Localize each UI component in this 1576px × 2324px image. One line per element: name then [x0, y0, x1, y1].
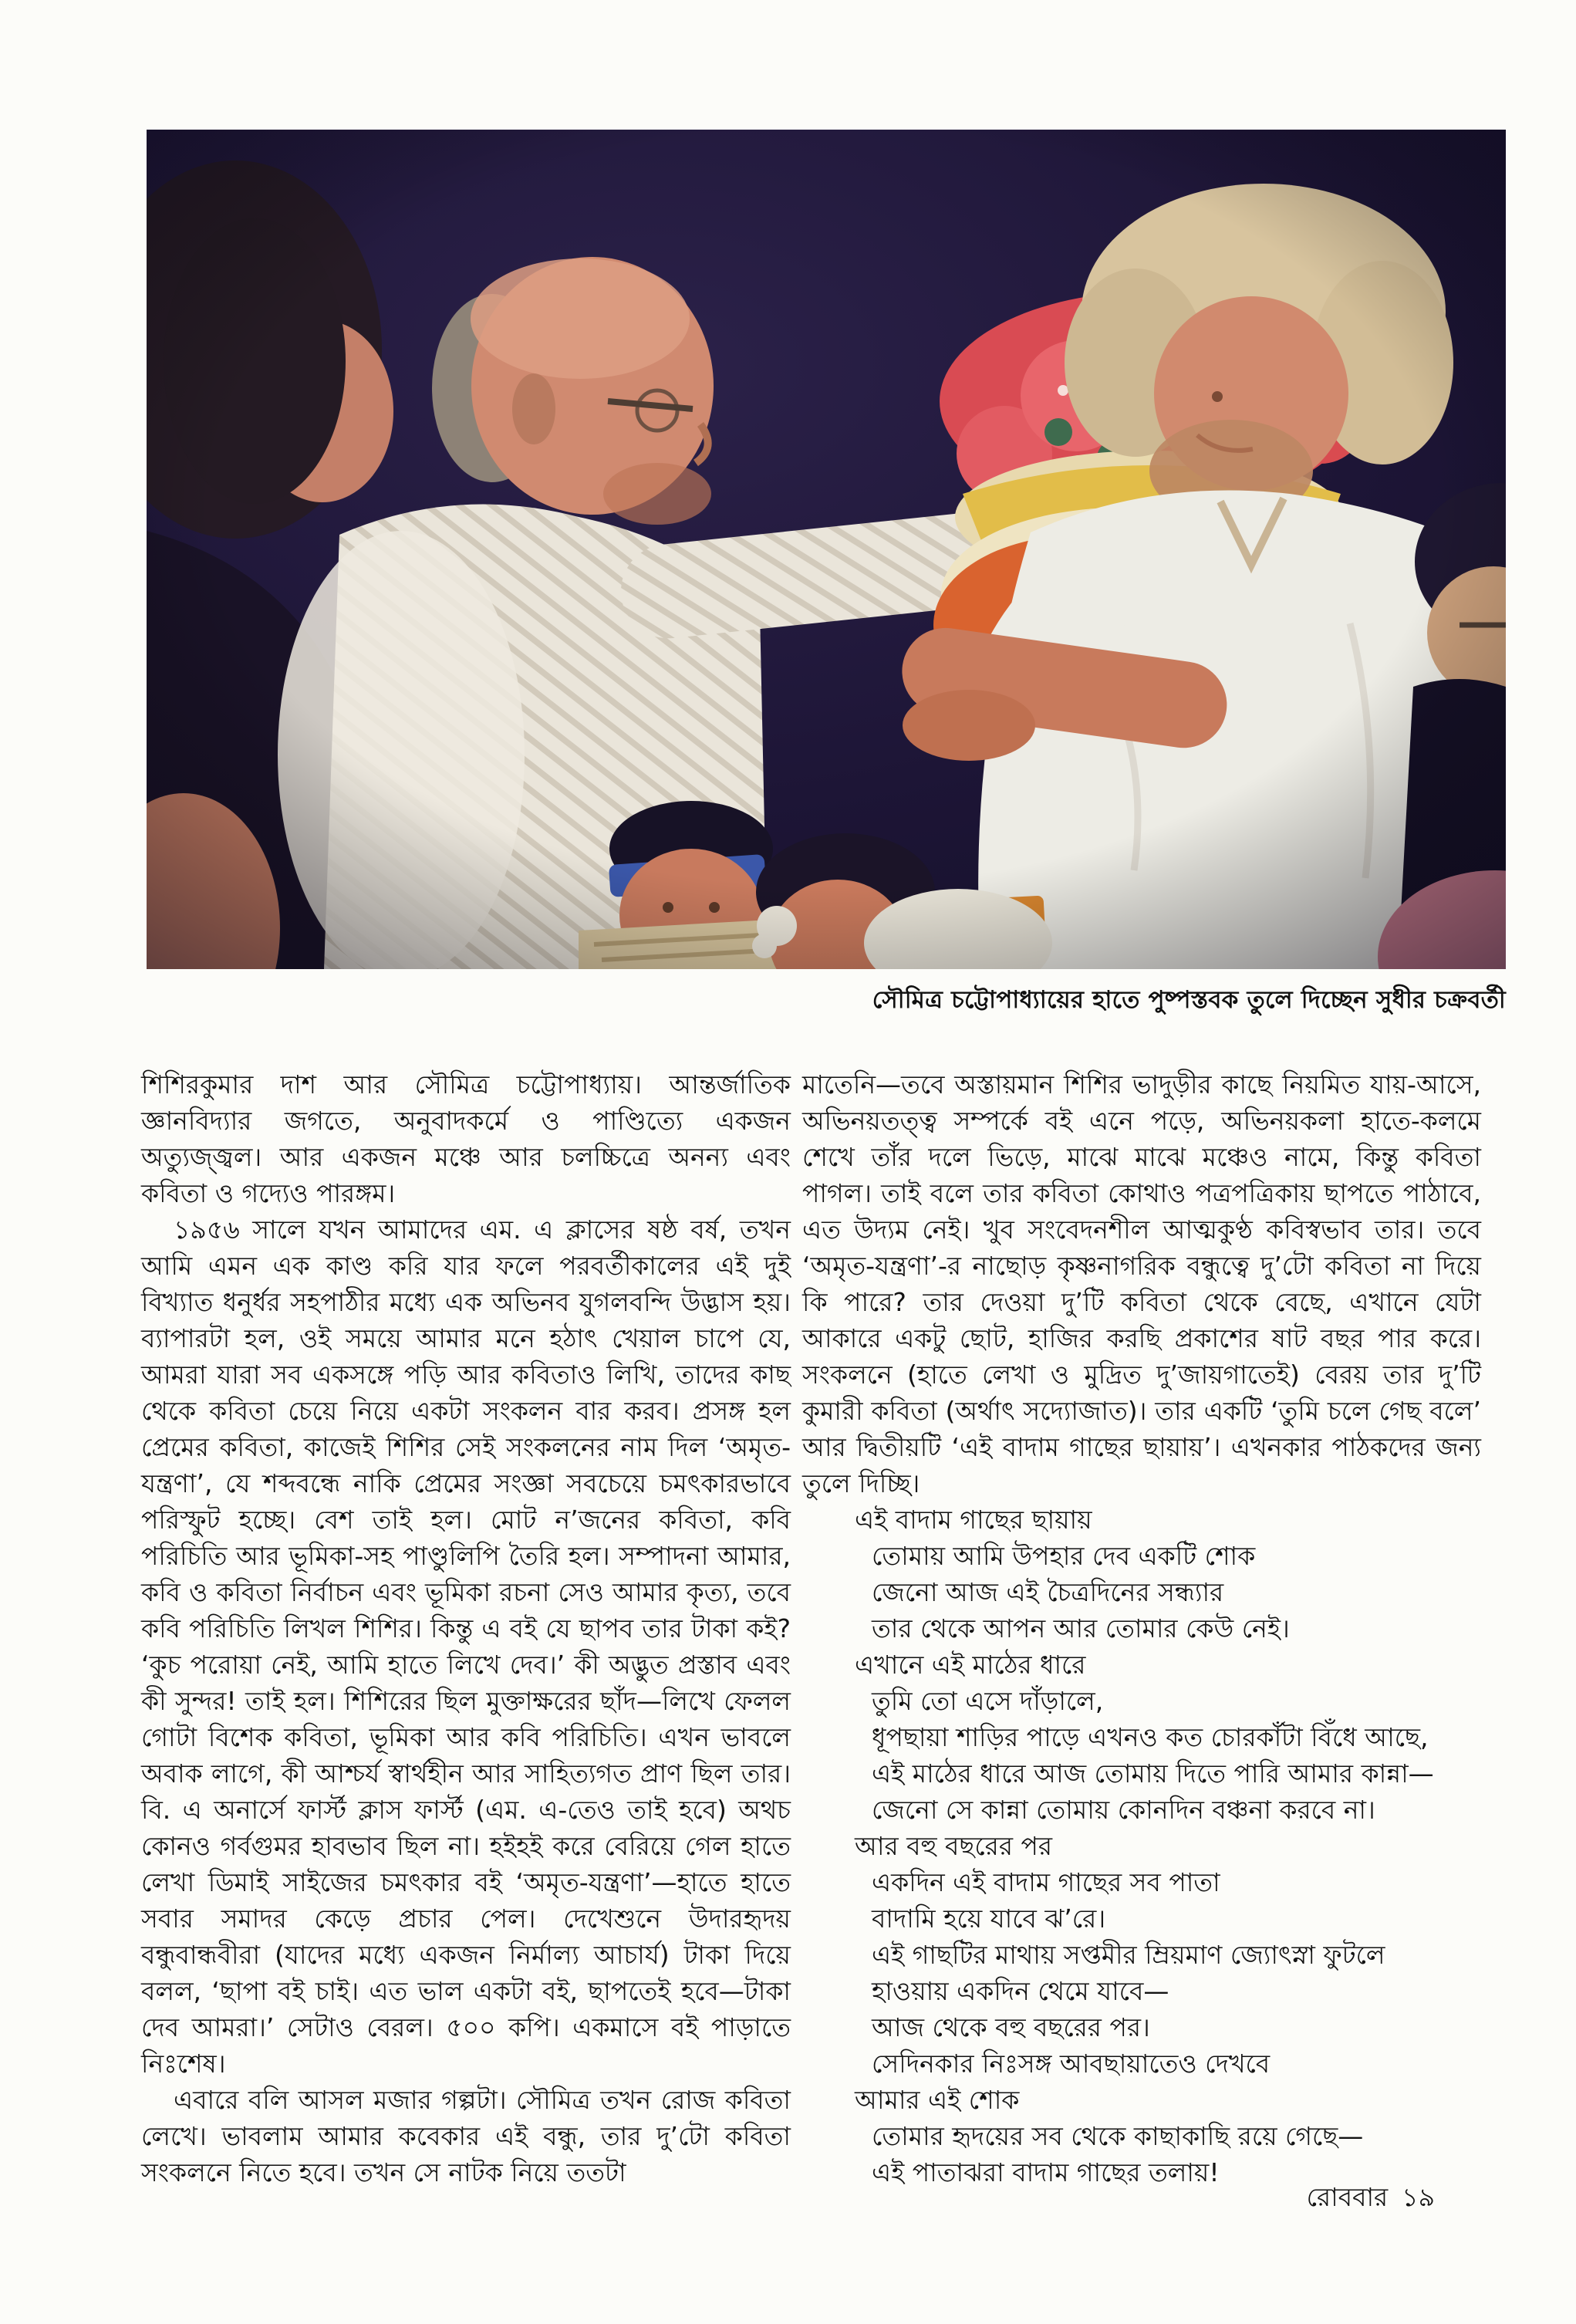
poem-line: এই পাতাঝরা বাদাম গাছের তলায়! [872, 2157, 1220, 2187]
poem-line: তার থেকে আপন আর তোমার কেউ নেই। [872, 1613, 1290, 1643]
photo-illustration [147, 130, 1506, 969]
paragraph: মাতেনি—তবে অস্তায়মান শিশির ভাদুড়ীর কাছে নিয়মিত যায়-আসে, অভিনয়তত্ত্ব সম্পর্কে বই এনে পড়ে, অভিনয়কলা হাতে-কলমে শেখে তাঁর দলে ভিড়ে, মাঝে মাঝে মঞ্চেও নামে, কিন্তু কবিতা পাগল। তাই বলে তার কবিতা কোথাও পত্রপত্রিকায় ছাপতে পাঠাবে, এত উদ্যম নেই। খুব সংবেদনশীল আত্মকুণ্ঠ কবিস্বভাব তার। তবে ‘অমৃত-যন্ত্রণা’-র নাছোড় কৃষ্ণনাগরিক বন্ধুত্বে দু’টো কবিতা না দিয়ে কি পারে? তার দেওয়া দু’টি কবিতা থেকে বেছে, এখানে যেটা আকারে একটু ছোট, হাজির করছি প্রকাশের ষাট বছর পার করে। সংকলনে (হাতে লেখা ও মুদ্রিত দু’জায়গাতেই) বেরয় তার দু’টি কুমারী কবিতা (অর্থাৎ সদ্যোজাত)। তার একটি ‘তুমি চলে গেছ বলে’ আর দ্বিতীয়টি ‘এই বাদাম গাছের ছায়ায়’। এখনকার পাঠকদের জন্য তুলে দিচ্ছি। [802, 1069, 1482, 1498]
poem-line: তোমার হৃদয়ের সব থেকে কাছাকাছি রয়ে গেছে— [872, 2121, 1364, 2151]
poem-line: বাদামি হয়ে যাবে ঝ’রে। [872, 1903, 1106, 1934]
poem-line: জেনো আজ এই চৈত্রদিনের সন্ধ্যার [872, 1577, 1224, 1607]
page-footer [1188, 2177, 1435, 2221]
left-column [141, 1066, 791, 2191]
poem-line: এই গাছটির মাথায় সপ্তমীর ম্রিয়মাণ জ্যোৎস্না ফুটলে [872, 1940, 1385, 1970]
poem-line: এখানে এই মাঠের ধারে [855, 1650, 1086, 1680]
poem-block [802, 1501, 1481, 2191]
page-number: ১৯ [1402, 2182, 1435, 2212]
poem-line: আমার এই শোক [855, 2085, 1020, 2115]
poem-line: হাওয়ায় একদিন থেমে যাবে— [872, 1976, 1169, 2006]
poem-line: তোমায় আমি উপহার দেব একটি শোক [872, 1541, 1256, 1571]
paragraph: ১৯৫৬ সালে যখন আমাদের এম. এ ক্লাসের ষষ্ঠ বর্ষ, তখন আমি এমন এক কাণ্ড করি যার ফলে পরবর্তীকালের এই দুই বিখ্যাত ধনুর্ধর সহপাঠীর মধ্যে এক অভিনব যুগলবন্দি উদ্ভাস হয়। ব্যাপারটা হল, ওই সময়ে আমার মনে হঠাৎ খেয়াল চাপে যে, আমরা যারা সব একসঙ্গে পড়ি আর কবিতাও লিখি, তাদের কাছ থেকে কবিতা চেয়ে নিয়ে একটা সংকলন বার করব। প্রসঙ্গ হল প্রেমের কবিতা, কাজেই শিশির সেই সংকলনের নাম দিল ‘অমৃত-যন্ত্রণা’, যে শব্দবন্ধে নাকি প্রেমের সংজ্ঞা সবচেয়ে চমৎকারভাবে পরিস্ফুট হচ্ছে। বেশ তাই হল। মোট ন’জনের কবিতা, কবি পরিচিতি আর ভূমিকা-সহ পাণ্ডুলিপি তৈরি হল। সম্পাদনা আমার, কবি ও কবিতা নির্বাচন এবং ভূমিকা রচনা সেও আমার কৃত্য, তবে কবি পরিচিতি লিখল শিশির। কিন্তু এ বই যে ছাপব তার টাকা কই? ‘কুচ পরোয়া নেই, আমি হাতে লিখে দেব।’ কী অদ্ভুত প্রস্তাব এবং কী সুন্দর! তাই হল। শিশিরের ছিল মুক্তাক্ষরের ছাঁদ—লিখে ফেলল গোটা বিশেক কবিতা, ভূমিকা আর কবি পরিচিতি। এখন ভাবলে অবাক লাগে, কী আশ্চর্য স্বার্থহীন আর সাহিত্যগত প্রাণ ছিল তার। বি. এ অনার্সে ফার্স্ট ক্লাস ফার্স্ট (এম. এ-তেও তাই হবে) অথচ কোনও গর্বগুমর হাবভাব ছিল না। হইহই করে বেরিয়ে গেল হাতে লেখা ডিমাই সাইজের চমৎকার বই ‘অমৃত-যন্ত্রণা’—হাতে হাতে সবার সমাদর কেড়ে প্রচার পেল। দেখেশুনে উদারহৃদয় বন্ধুবান্ধবীরা (যাদের মধ্যে একজন নির্মাল্য আচার্য) টাকা দিয়ে বলল, ‘ছাপা বই চাই। এত ভাল একটা বই, ছাপতেই হবে—টাকা দেব আমরা।’ সেটাও বেরল। ৫০০ কপি। একমাসে বই পাড়াতে নিঃশেষ। [141, 1214, 791, 2079]
poem-line: এই বাদাম গাছের ছায়ায় [855, 1505, 1092, 1535]
paragraph: এবারে বলি আসল মজার গল্পটা। সৌমিত্র তখন রোজ কবিতা লেখে। ভাবলাম আমার কবেকার এই বন্ধু, তার দু’টো কবিতা সংকলনে নিতে হবে। তখন সে নাটক নিয়ে ততটা [141, 2085, 791, 2187]
poem-line: জেনো সে কান্না তোমায় কোনদিন বঞ্চনা করবে না। [872, 1795, 1375, 1825]
poem-line: আজ থেকে বহু বছরের পর। [872, 2012, 1150, 2042]
right-column [802, 1066, 1481, 2191]
paragraph: শিশিরকুমার দাশ আর সৌমিত্র চট্টোপাধ্যায়। আন্তর্জাতিক জ্ঞানবিদ্যার জগতে, অনুবাদকর্মে ও পাণ্ডিত্যে একজন অত্যুজ্জ্বল। আর একজন মঞ্চে আর চলচ্চিত্রে অনন্য এবং কবিতা ও গদ্যেও পারঙ্গম। [141, 1069, 791, 1208]
poem-line: তুমি তো এসে দাঁড়ালে, [872, 1686, 1104, 1716]
poem-line: ধূপছায়া শাড়ির পাড়ে এখনও কত চোরকাঁটা বিঁধে আছে, [872, 1722, 1429, 1752]
photo-vignette [147, 130, 1506, 969]
poem-line: সেদিনকার নিঃসঙ্গ আবছায়াতেও দেখবে [872, 2049, 1271, 2079]
footer-label: রোববার [1306, 2182, 1389, 2212]
poem-line: একদিন এই বাদাম গাছের সব পাতা [872, 1867, 1220, 1897]
poem-line: এই মাঠের ধারে আজ তোমায় দিতে পারি আমার কান্না— [872, 1758, 1434, 1789]
photo-caption: সৌমিত্র চট্টোপাধ্যায়ের হাতে পুষ্পস্তবক তুলে দিচ্ছেন সুধীর চক্রবর্তী [872, 986, 1506, 1014]
article-photo [147, 130, 1506, 969]
poem-line: আর বহু বছরের পর [855, 1831, 1053, 1861]
